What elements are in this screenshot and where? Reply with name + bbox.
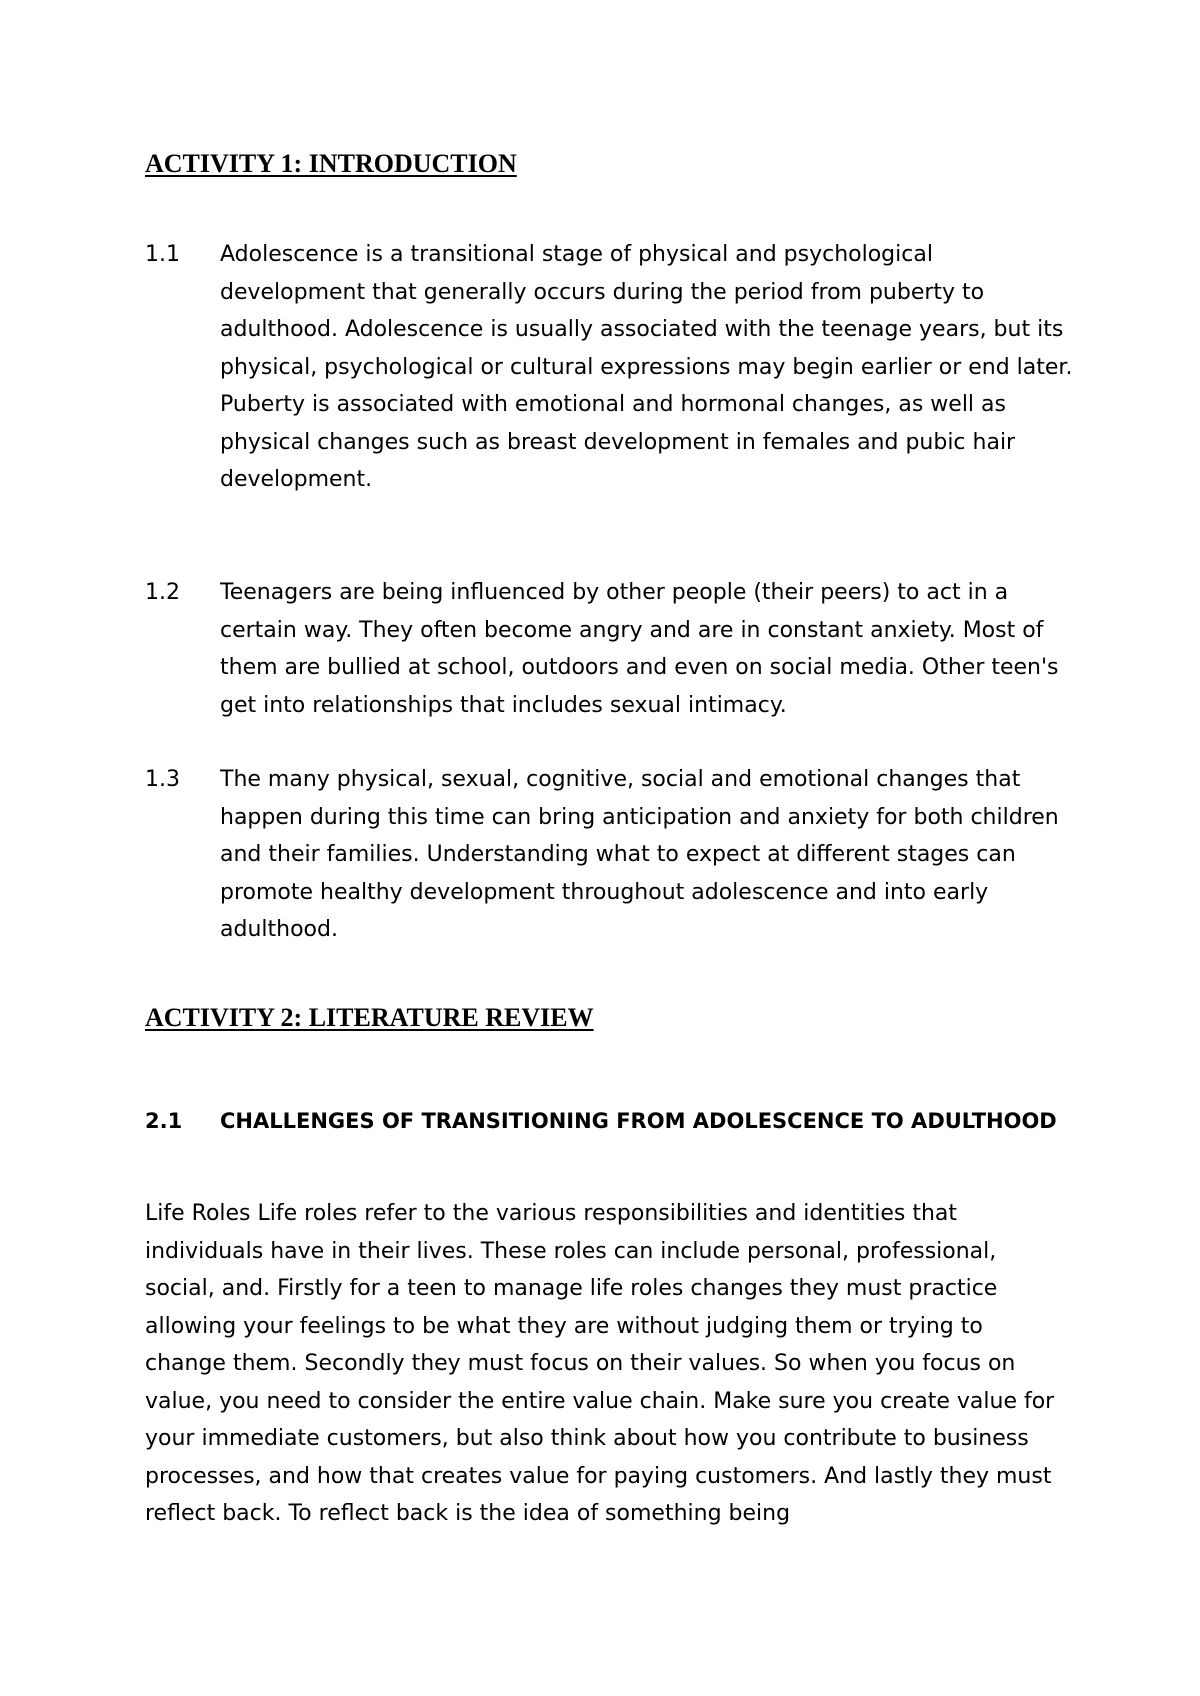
activity-2-heading: ACTIVITY 2: LITERATURE REVIEW <box>145 1003 594 1032</box>
item-paragraph: Adolescence is a transitional stage of physical and psychological development that generally occurs during the period from puberty to adulthood. Adolescence is usually associated with the teenage years, but its physical, psychological or cultural expressions may begin earlier or end later. <box>220 242 1073 380</box>
item-paragraph: The many physical, sexual, cognitive, social and emotional changes that happen during this time can bring anticipation and anxiety for both children and their families. Understanding what to expect at different stages can promote healthy development throughout adolescence and into early adulthood. <box>220 767 1059 942</box>
body-paragraph: Life Roles Life roles refer to the various responsibilities and identities that individuals have in their lives. These roles can include personal, professional, social, and. Firstly for a teen to manage life roles changes they must practice allowing your feelings to be what they are without judging them or trying to change them. Secondly they must focus on their values. So when you focus on value, you need to consider the entire value chain. Make sure you create value for your immediate customers, but also think about how you contribute to business processes, and how that creates value for paying customers. And lastly they must reflect back. To reflect back is the idea of something being <box>145 1201 1055 1526</box>
item-number: 1.1 <box>145 242 180 267</box>
item-paragraph: Puberty is associated with emotional and hormonal changes, as well as physical changes such as breast development in females and pubic hair development. <box>220 392 1016 492</box>
item-body <box>220 236 1075 499</box>
list-item-1-3 <box>145 761 1075 949</box>
activity-1-heading: ACTIVITY 1: INTRODUCTION <box>145 149 517 178</box>
item-number: 1.3 <box>145 767 180 792</box>
list-item-1-1 <box>145 236 1075 499</box>
item-paragraph: Teenagers are being influenced by other people (their peers) to act in a certain way. They often become angry and are in constant anxiety. Most of them are bullied at school, outdoors and even on social media. Other teen's get into relationships that includes sexual intimacy. <box>220 580 1059 718</box>
list-item-1-2 <box>145 574 1075 724</box>
section-title: CHALLENGES OF TRANSITIONING FROM ADOLESCENCE TO ADULTHOOD <box>220 1109 1057 1133</box>
section-number: 2.1 <box>145 1109 183 1133</box>
item-body <box>220 761 1075 949</box>
item-number: 1.2 <box>145 580 180 605</box>
section-2-1-heading <box>145 1103 1075 1141</box>
item-body <box>220 574 1075 724</box>
